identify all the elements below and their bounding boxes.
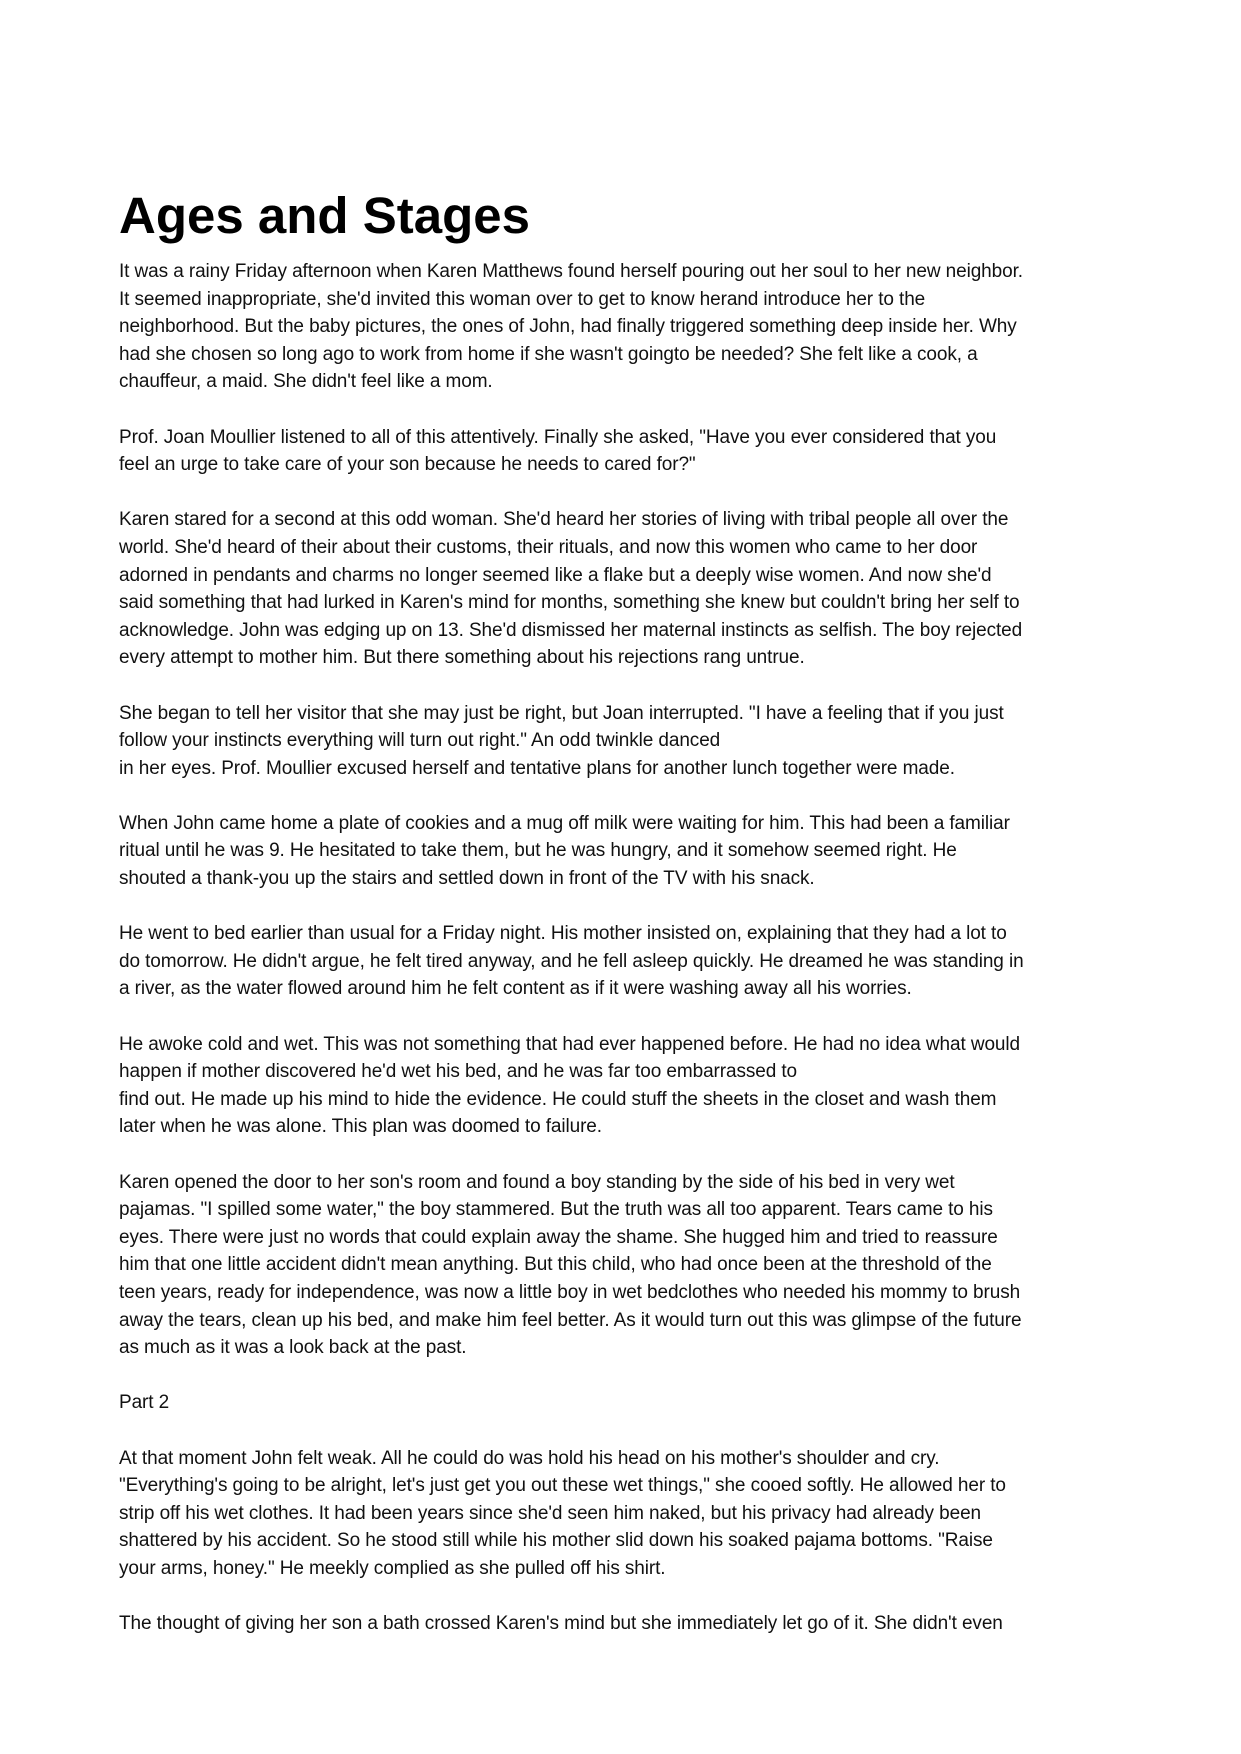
paragraph: When John came home a plate of cookies and a mug off milk were waiting for him. This had been a familiar ritual until he was 9. He hesitated to take them, but he was hungry, and it somehow seemed right. He shouted a thank-you up the stairs and settled down in front of the TV with his snack. <box>119 812 1010 890</box>
document-page <box>119 186 1129 1665</box>
paragraph: It was a rainy Friday afternoon when Karen Matthews found herself pouring out her soul to her new neighbor. It seemed inappropriate, she'd invited this woman over to get to know herand introduce her to the neighborhood. But the baby pictures, the ones of John, had finally triggered something deep inside her. Why had she chosen so long ago to work from home if she wasn't goingto be needed? She felt like a cook, a chauffeur, a maid. She didn't feel like a mom. <box>119 261 1023 393</box>
section-heading-part-2: Part 2 <box>119 1392 170 1414</box>
paragraph: She began to tell her visitor that she may just be right, but Joan interrupted. "I have a feeling that if you just follow your instincts everything will turn out right." An odd twinkle danced in her eyes. Prof. Moullier excused herself and tentative plans for another lunch together were made. <box>119 702 1004 779</box>
paragraph: At that moment John felt weak. All he could do was hold his head on his mother's shoulder and cry. "Everything's going to be alright, let's just get you out these wet things," she cooed softly. He allowed her to strip off his wet clothes. It had been years since she'd seen him naked, but his privacy had already been shattered by his accident. So he stood still while his mother slid down his soaked pajama bottoms. "Raise your arms, honey." He meekly complied as she pulled off his shirt. <box>119 1447 1006 1579</box>
document-title: Ages and Stages <box>119 187 530 244</box>
paragraph: The thought of giving her son a bath crossed Karen's mind but she immediately let go of it. She didn't even <box>119 1613 1003 1635</box>
paragraph: He went to bed earlier than usual for a Friday night. His mother insisted on, explaining that they had a lot to do tomorrow. He didn't argue, he felt tired anyway, and he fell asleep quickly. He dreamed he was standing in a river, as the water flowed around him he felt content as if it were washing away all his worries. <box>119 923 1024 1000</box>
paragraph: He awoke cold and wet. This was not something that had ever happened before. He had no idea what would happen if mother discovered he'd wet his bed, and he was far too embarrassed to find out. He made up his mind to hide the evidence. He could stuff the sheets in the closet and wash them later when he was alone. This plan was doomed to failure. <box>119 1033 1020 1138</box>
paragraph: Prof. Joan Moullier listened to all of this attentively. Finally she asked, "Have you ever considered that you feel an urge to take care of your son because he needs to cared for?" <box>119 426 997 476</box>
paragraph: Karen stared for a second at this odd woman. She'd heard her stories of living with tribal people all over the world. She'd heard of their about their customs, their rituals, and now this women who came to her door adorned in pendants and charms no longer seemed like a flake but a deeply wise women. And now she'd said something that had lurked in Karen's mind for months, something she knew but couldn't bring her self to acknowledge. John was edging up on 13. She'd dismissed her maternal instincts as selfish. The boy rejected every attempt to mother him. But there something about his rejections rang untrue. <box>119 509 1023 669</box>
paragraph: Karen opened the door to her son's room and found a boy standing by the side of his bed in very wet pajamas. "I spilled some water," the boy stammered. But the truth was all too apparent. Tears came to his eyes. There were just no words that could explain away the shame. She hugged him and tried to reassure him that one little accident didn't mean anything. But this child, who had once been at the threshold of the teen years, ready for independence, was now a little boy in wet bedclothes who needed his mommy to brush away the tears, clean up his bed, and make him feel better. As it would turn out this was glimpse of the future as much as it was a look back at the past. <box>119 1171 1022 1359</box>
